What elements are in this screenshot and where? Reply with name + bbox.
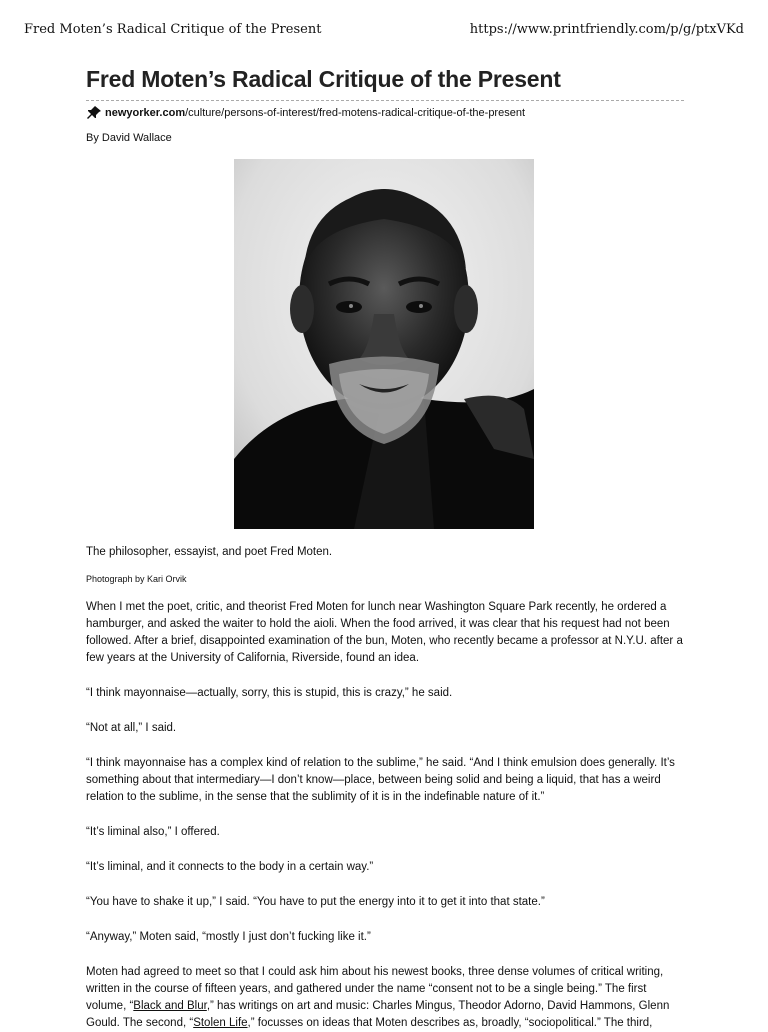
paragraph <box>86 964 684 1032</box>
title-divider <box>86 100 684 101</box>
paragraph: When I met the poet, critic, and theorist Fred Moten for lunch near Washington Square Park recently, he ordered a hamburger, and asked the waiter to hold the aioli. When the food arrived, it was clear that his request had not been followed. After a brief, disappointed examination of the bun, Moten, who recently became a professor at N.Y.U. after a few years at the University of California, Riverside, found an idea. <box>86 601 683 664</box>
paragraph-text: Moten had agreed to meet so that I could ask him about his newest books, three dense volumes of critical writing, written in the course of fifteen years, and gathered under the name “consent not to be a single being.” The first volume, “ <box>86 966 664 1012</box>
print-header-url[interactable]: https://www.printfriendly.com/p/g/ptxVKd <box>469 22 744 37</box>
print-header <box>24 22 744 42</box>
link-stolen-life[interactable]: Stolen Life <box>193 1017 248 1029</box>
paragraph: “I think mayonnaise has a complex kind of relation to the sublime,” he said. “And I think emulsion does generally. It’s something about that intermediary—I don’t know—place, between being solid and being a liquid, that has a weird relation to the sublime, in the sense that the sublimity of it is in the indefinable nature of it.” <box>86 757 675 803</box>
link-black-and-blur[interactable]: Black and Blur <box>133 1000 207 1012</box>
source-link[interactable] <box>86 106 684 120</box>
paragraph: “You have to shake it up,” I said. “You have to put the energy into it to get it into that state.” <box>86 896 545 908</box>
source-domain[interactable]: newyorker.com <box>105 107 186 119</box>
byline: By David Wallace <box>86 132 172 144</box>
article-title: Fred Moten’s Radical Critique of the Present <box>86 66 561 92</box>
paragraph: “Anyway,” Moten said, “mostly I just don’t fucking like it.” <box>86 931 371 943</box>
article <box>86 62 684 1032</box>
paragraph: “It’s liminal, and it connects to the body in a certain way.” <box>86 861 374 873</box>
portrait-photo <box>234 159 534 529</box>
photo-caption: The philosopher, essayist, and poet Fred Moten. <box>86 546 333 558</box>
paragraph-text: ,” has writings on art and music: Charles Mingus, Theodor Adorno, David Hammons, Glenn Gould. The second, “ <box>86 1000 670 1029</box>
paragraph: “Not at all,” I said. <box>86 722 177 734</box>
print-header-title: Fred Moten’s Radical Critique of the Present <box>24 22 322 37</box>
source-path[interactable]: /culture/persons-of-interest/fred-motens-radical-critique-of-the-present <box>185 107 526 119</box>
paragraph-text: ,” focusses on ideas that Moten describes as, broadly, “sociopolitical.” The third, <box>247 1017 653 1029</box>
pushpin-icon <box>86 106 102 120</box>
paragraph: “I think mayonnaise—actually, sorry, this is stupid, this is crazy,” he said. <box>86 687 453 699</box>
photo-credit: Photograph by Kari Orvik <box>86 574 187 584</box>
paragraph: “It’s liminal also,” I offered. <box>86 826 220 838</box>
